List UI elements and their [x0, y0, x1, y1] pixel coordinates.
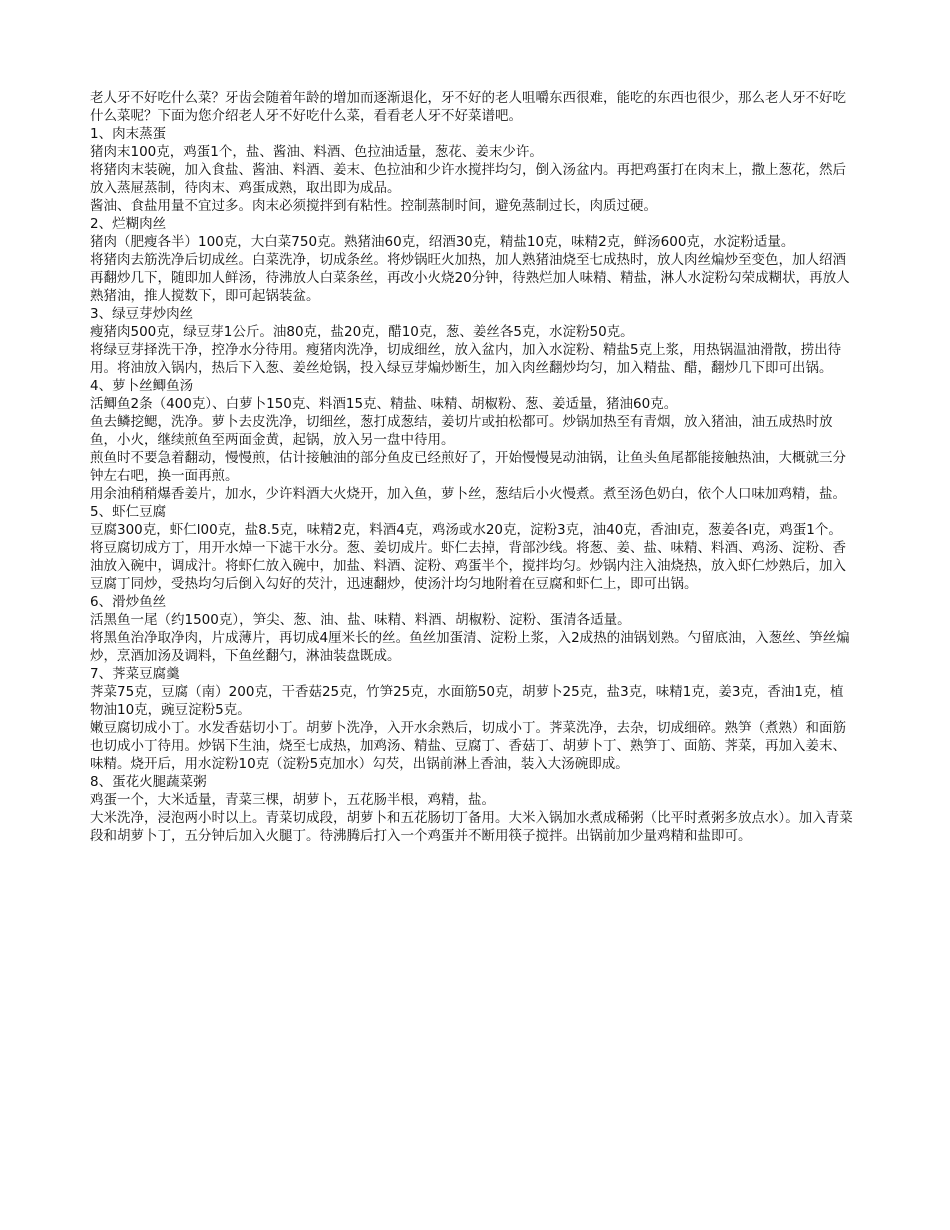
- article: [90, 89, 854, 845]
- recipe-method: 鱼去鳞挖鳃，洗净。萝卜去皮洗净，切细丝，葱打成葱结，姜切片或拍松都可。炒锅加热至有青烟，放入猪油，油五成热时放鱼，小火，继续煎鱼至两面金黄，起锅，放入另一盘中待用。: [90, 414, 833, 448]
- recipe-method: 煎鱼时不要急着翻动，慢慢煎，估计接触油的部分鱼皮已经煎好了，开始慢慢晃动油锅，让鱼头鱼尾都能接触热油，大概就三分钟左右吧，换一面再煎。: [90, 450, 846, 484]
- recipe-title: 1、肉末蒸蛋: [90, 126, 167, 142]
- recipe-ingredients: 猪肉末100克，鸡蛋1个，盐、酱油、料酒、色拉油适量，葱花、姜末少许。: [90, 144, 543, 160]
- recipe-title: 8、蛋花火腿蔬菜粥: [90, 774, 207, 790]
- recipe-method: 将猪肉末装碗，加入食盐、酱油、料酒、姜末、色拉油和少许水搅拌均匀，倒入汤盆内。再把鸡蛋打在肉末上，撒上葱花，然后放入蒸屉蒸制，待肉末、鸡蛋成熟，取出即为成品。: [90, 162, 846, 196]
- recipe-method: 将猪肉去筋洗净后切成丝。白菜洗净，切成条丝。将炒锅旺火加热，加人熟猪油烧至七成热时，放人肉丝煸炒至变色，加人绍酒再翻炒几下，随即加人鲜汤，待沸放人白菜条丝，再改小火烧20分钟，待熟烂加人味精、精盐，淋人水淀粉勾荣成糊状，再放人熟猪油，推人搅数下，即可起锅装盆。: [90, 252, 850, 304]
- recipe-8: [90, 773, 854, 845]
- recipe-ingredients: 活黑鱼一尾（约1500克），笋尖、葱、油、盐、味精、料酒、胡椒粉、淀粉、蛋清各适量。: [90, 612, 631, 628]
- recipe-ingredients: 鸡蛋一个，大米适量，青菜三棵，胡萝卜，五花肠半根，鸡精，盐。: [90, 792, 495, 808]
- recipe-title: 2、烂糊肉丝: [90, 216, 167, 232]
- recipe-1: [90, 125, 854, 215]
- recipe-method: 将绿豆芽择洗干净，控净水分待用。瘦猪肉洗净，切成细丝，放入盆内，加入水淀粉、精盐5克上浆，用热锅温油滑散，捞出待用。将油放入锅内，热后下入葱、姜丝炝锅，投入绿豆芽煸炒断生，加入肉丝翻炒均匀，加入精盐、醋，翻炒几下即可出锅。: [90, 342, 842, 376]
- recipe-method: 用余油稍稍爆香姜片，加水，少许料酒大火烧开，加入鱼，萝卜丝，葱结后小火慢煮。煮至汤色奶白，依个人口味加鸡精，盐。: [90, 486, 846, 502]
- recipe-5: [90, 503, 854, 593]
- recipe-method: 嫩豆腐切成小丁。水发香菇切小丁。胡萝卜洗净，入开水余熟后，切成小丁。荠菜洗净，去杂，切成细碎。熟笋（煮熟）和面筋也切成小丁待用。炒锅下生油，烧至七成热，加鸡汤、精盐、豆腐丁、香菇丁、胡萝卜丁、熟笋丁、面筋、荠菜，再加入姜末、味精。烧开后，用水淀粉10克（淀粉5克加水）勾芡，出锅前淋上香油，装入大汤碗即成。: [90, 720, 846, 772]
- recipe-title: 3、绿豆芽炒肉丝: [90, 306, 194, 322]
- recipe-3: [90, 305, 854, 377]
- recipe-title: 5、虾仁豆腐: [90, 504, 167, 520]
- recipe-ingredients: 荠菜75克，豆腐（南）200克，干香菇25克，竹笋25克，水面筋50克，胡萝卜25克，盐3克，味精1克，姜3克，香油1克，植物油10克，豌豆淀粉5克。: [90, 684, 844, 718]
- recipe-ingredients: 活鲫鱼2条（400克）、白萝卜150克、料酒15克、精盐、味精、胡椒粉、葱、姜适量，猪油60克。: [90, 396, 678, 412]
- recipe-2: [90, 215, 854, 305]
- recipe-method: 将黑鱼治净取净肉，片成薄片，再切成4厘米长的丝。鱼丝加蛋清、淀粉上浆，入2成热的油锅划熟。勺留底油，入葱丝、笋丝煸炒，烹酒加汤及调料，下鱼丝翻勺，淋油装盘既成。: [90, 630, 850, 664]
- recipe-title: 7、荠菜豆腐羹: [90, 666, 180, 682]
- recipe-ingredients: 豆腐300克，虾仁l00克，盐8.5克，味精2克，料酒4克，鸡汤或水20克，淀粉3克，油40克，香油l克，葱姜各l克，鸡蛋1个。: [90, 522, 842, 538]
- recipe-6: [90, 593, 854, 665]
- recipe-method: 将豆腐切成方丁，用开水焯一下滤干水分。葱、姜切成片。虾仁去掉，背部沙线。将葱、姜、盐、味精、料酒、鸡汤、淀粉、香油放入碗中，调成汁。将虾仁放入碗中，加盐、料酒、淀粉、鸡蛋半个，搅拌均匀。炒锅内注入油烧热，放入虾仁炒熟后，加入豆腐丁同炒，受热均匀后倒入勾好的芡汁，迅速翻炒，使汤汁均匀地附着在豆腐和虾仁上，即可出锅。: [90, 540, 846, 592]
- recipe-tips: 酱油、食盐用量不宜过多。肉末必须搅拌到有粘性。控制蒸制时间，避免蒸制过长，肉质过硬。: [90, 198, 657, 214]
- recipe-title: 4、萝卜丝鲫鱼汤: [90, 378, 194, 394]
- recipe-4: [90, 377, 854, 503]
- recipe-7: [90, 665, 854, 773]
- recipe-method: 大米洗净，浸泡两小时以上。青菜切成段，胡萝卜和五花肠切丁备用。大米入锅加水煮成稀粥（比平时煮粥多放点水）。加入青菜段和胡萝卜丁，五分钟后加入火腿丁。待沸腾后打入一个鸡蛋并不断用筷子搅拌。出锅前加少量鸡精和盐即可。: [90, 810, 853, 844]
- recipe-title: 6、滑炒鱼丝: [90, 594, 167, 610]
- recipe-ingredients: 瘦猪肉500克，绿豆芽1公斤。油80克，盐20克，醋10克，葱、姜丝各5克，水淀粉50克。: [90, 324, 634, 340]
- recipe-ingredients: 猪肉（肥瘦各半）100克，大白菜750克。熟猪油60克，绍酒30克，精盐10克，味精2克，鲜汤600克，水淀粉适量。: [90, 234, 795, 250]
- intro-paragraph: 老人牙不好吃什么菜？牙齿会随着年龄的增加而逐渐退化，牙不好的老人咀嚼东西很难，能吃的东西也很少，那么老人牙不好吃什么菜呢？下面为您介绍老人牙不好吃什么菜，看看老人牙不好菜谱吧。: [90, 90, 846, 124]
